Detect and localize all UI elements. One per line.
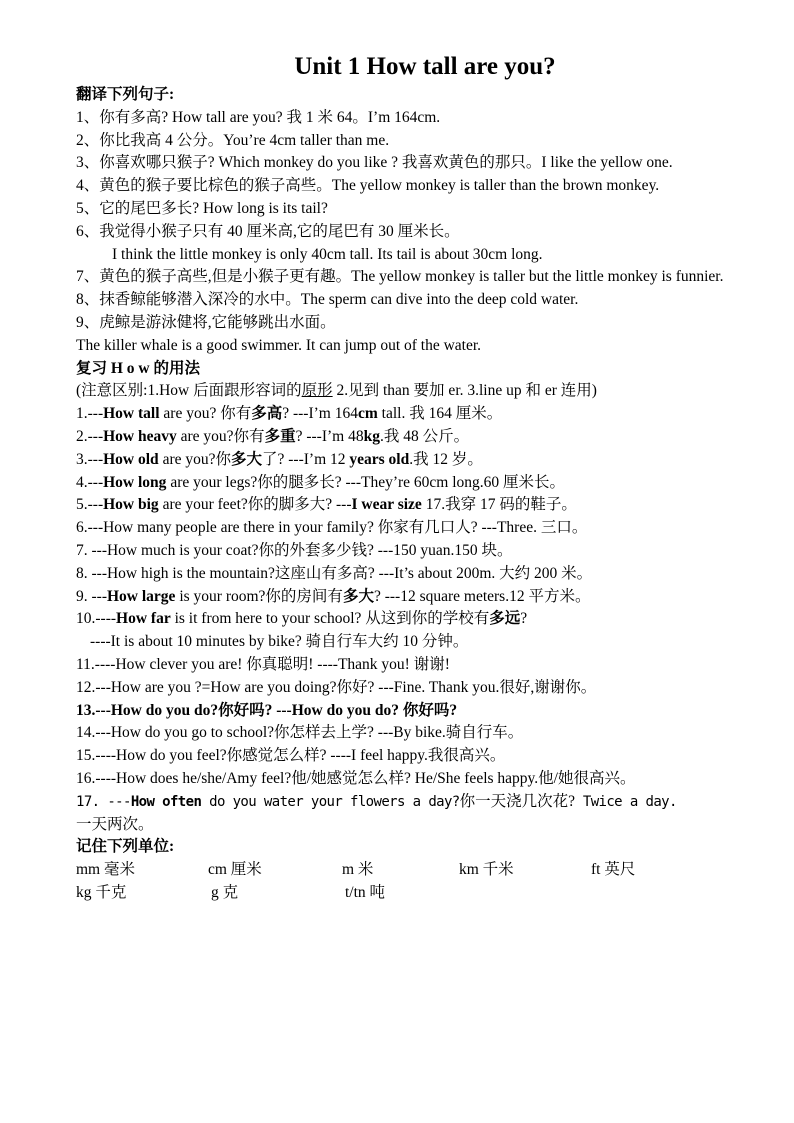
item-text: 你一天浇几次花? (459, 792, 576, 810)
item-text: is your room?你的房间有 (175, 587, 343, 605)
item-text: 了? ---I’m 12 (262, 450, 350, 468)
unit-item: km 千米 (459, 861, 514, 879)
translate-item: 7、黄色的猴子高些,但是小猴子更有趣。The yellow monkey is taller but the little monkey is funnier. (76, 268, 724, 286)
bold-phrase: How old (103, 450, 159, 468)
how-item: 8. ---How high is the mountain?这座山有多高? ---It’s about 200m. 大约 200 米。 (76, 564, 593, 582)
item-text: ? ---I’m 164 (282, 405, 358, 423)
bold-phrase: 多重 (264, 427, 296, 445)
how-item: 13.---How do you do?你好吗? ---How do you do? 你好吗? (76, 701, 458, 719)
translate-item: 9、虎鲸是游泳健将,它能够跳出水面。 (76, 313, 336, 331)
item-number: 17. --- (76, 793, 131, 810)
item-text: ? ---I’m 48 (295, 427, 364, 445)
translate-item: 2、你比我高 4 公分。You’re 4cm taller than me. (76, 131, 390, 149)
unit-item: ft 英尺 (591, 861, 636, 879)
bold-phrase: kg (363, 427, 380, 445)
translate-item: 3、你喜欢哪只猴子? Which monkey do you like ? 我喜欢黄色的那只。I like the yellow one. (76, 154, 673, 172)
item-number: 2.--- (76, 427, 104, 445)
translate-item: I think the little monkey is only 40cm tall. Its tail is about 30cm long. (112, 245, 543, 263)
how-item (76, 608, 750, 631)
item-text: are you?你 (158, 450, 231, 468)
bold-phrase: 多高 (251, 405, 283, 423)
item-text: tall. 我 164 厘米。 (377, 405, 503, 423)
how-item (76, 791, 750, 837)
unit-item: g 克 (211, 883, 239, 901)
how-item: 16.----How does he/she/Amy feel?他/她感觉怎么样? He/She feels happy.他/她很高兴。 (76, 769, 636, 787)
item-text: .我 48 公斤。 (379, 427, 470, 445)
bold-phrase: I wear size (351, 496, 422, 514)
translate-item: 8、抹香鲸能够潜入深冷的水中。The sperm can dive into the deep cold water. (76, 291, 579, 309)
usage-note (76, 380, 750, 403)
how-item (76, 472, 750, 495)
how-item (76, 426, 750, 449)
section-heading-translate: 翻译下列句子: (76, 86, 175, 103)
unit-item: cm 厘米 (208, 861, 262, 879)
how-item (76, 586, 750, 609)
item-number: 4.--- (76, 473, 104, 491)
item-number: 9. --- (76, 587, 107, 605)
how-item: 6.---How many people are there in your family? 你家有几口人? ---Three. 三口。 (76, 519, 588, 537)
how-item: 12.---How are you ?=How are you doing?你好? ---Fine. Thank you.很好,谢谢你。 (76, 678, 597, 696)
how-item: 14.---How do you go to school?你怎样去上学? ---By bike.骑自行车。 (76, 724, 524, 742)
item-text: do you water your flowers a day? (201, 793, 460, 810)
translate-item: The killer whale is a good swimmer. It can jump out of the water. (76, 336, 482, 354)
bold-phrase: How long (103, 473, 167, 491)
note-suffix: 2.见到 than 要加 er. 3.line up 和 er 连用) (332, 382, 597, 400)
translate-item: 4、黄色的猴子要比棕色的猴子高些。The yellow monkey is taller than the brown monkey. (76, 177, 660, 195)
item-text: 17.我穿 17 码的鞋子。 (421, 496, 577, 514)
item-text: ? (520, 610, 528, 628)
unit-item: m 米 (342, 861, 374, 879)
note-prefix: (注意区别:1.How 后面跟形容词的 (76, 382, 302, 400)
bold-phrase: 多远 (489, 610, 521, 628)
bold-phrase: How far (116, 610, 171, 628)
how-item: 7. ---How much is your coat?你的外套多少钱? ---150 yuan.150 块。 (76, 541, 513, 559)
item-text: .我 12 岁。 (409, 450, 483, 468)
section-heading-review: 复习 H o w 的用法 (76, 359, 201, 377)
bold-phrase: 多大 (342, 587, 374, 605)
document-page (76, 50, 750, 905)
bold-phrase: How often (130, 793, 202, 810)
page-title: Unit 1 How tall are you? (294, 53, 556, 80)
item-number: 3.--- (76, 450, 104, 468)
section-heading-units: 记住下列单位: (76, 838, 175, 856)
how-item (76, 494, 750, 517)
how-item: 11.----How clever you are! 你真聪明! ----Thank you! 谢谢! (76, 655, 450, 673)
bold-phrase: How large (107, 587, 176, 605)
how-item: 15.----How do you feel?你感觉怎么样? ----I feel happy.我很高兴。 (76, 747, 506, 765)
translate-item: 6、我觉得小猴子只有 40 厘米高,它的尾巴有 30 厘米长。 (76, 222, 460, 240)
item-text: are your legs?你的腿多长? ---They’re 60cm long.60 厘米长。 (166, 473, 566, 491)
how-item (76, 449, 750, 472)
bold-phrase: How big (103, 496, 159, 514)
item-text: is it from here to your school? 从这到你的学校有 (170, 610, 490, 628)
how-item (76, 403, 750, 426)
translate-item: 5、它的尾巴多长? How long is its tail? (76, 199, 328, 217)
item-text: are you? 你有 (159, 405, 252, 423)
bold-phrase: How tall (103, 405, 160, 423)
note-underlined: 原形 (301, 382, 333, 400)
item-text: are you?你有 (176, 427, 265, 445)
translate-item: 1、你有多高? How tall are you? 我 1 米 64。I’m 164cm. (76, 108, 441, 126)
unit-item: kg 千克 (76, 883, 127, 901)
item-text: 一天两次。 (76, 815, 154, 833)
unit-item: mm 毫米 (76, 861, 135, 879)
units-row (76, 882, 750, 905)
item-text: ? ---12 square meters.12 平方米。 (373, 587, 591, 605)
item-number: 5.--- (76, 496, 104, 514)
item-number: 10.---- (76, 610, 117, 628)
how-item-answer: ----It is about 10 minutes by bike? 骑自行车大约 10 分钟。 (90, 633, 469, 651)
item-number: 1.--- (76, 405, 104, 423)
bold-phrase: How heavy (103, 427, 177, 445)
item-text: are your feet?你的脚多大? --- (158, 496, 352, 514)
units-row (76, 859, 750, 882)
bold-phrase: cm (357, 405, 378, 423)
bold-phrase: years old (349, 450, 410, 468)
unit-item: t/tn 吨 (345, 883, 386, 901)
item-text: Twice a day. (575, 793, 677, 810)
bold-phrase: 多大 (231, 450, 263, 468)
